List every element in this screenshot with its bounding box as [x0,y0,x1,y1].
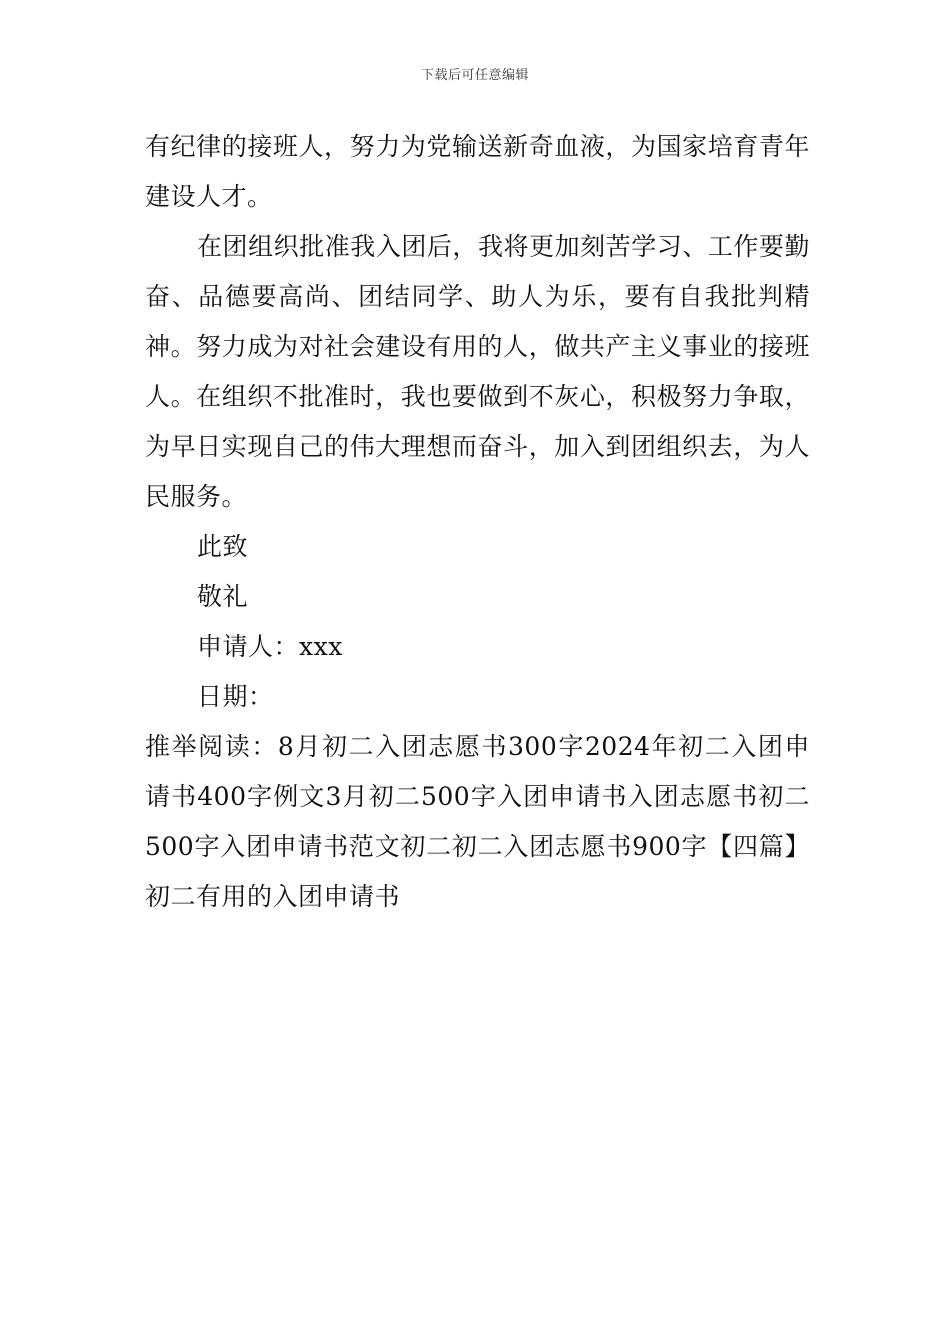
closing-salutation: 此致 [197,532,249,561]
paragraph-continuation: 有纪律的接班人，努力为党输送新奇血液，为国家培育青年建设人才。 [145,132,810,211]
closing-regards: 敬礼 [197,582,249,611]
page-header-note: 下载后可任意编辑 [420,68,529,83]
applicant-line: 申请人：xxx [197,632,343,661]
paragraph-commitment: 在团组织批准我入团后，我将更加刻苦学习、工作要勤奋、品德要高尚、团结同学、助人为乐，要有自我批判精神。努力成为对社会建设有用的人，做共产主义事业的接班人。在组织不批准时，我也要做到不灰心，积极努力争取，为早日实现自己的伟大理想而奋斗，加入到团组织去，为人民服务。 [145,232,810,511]
document-body [145,122,810,922]
date-line: 日期： [197,682,274,711]
recommended-reading: 推举阅读：8月初二入团志愿书300字2024年初二入团申请书400字例文3月初二500字入团申请书入团志愿书初二500字入团申请书范文初二初二入团志愿书900字【四篇】初二有用的入团申请书 [145,732,810,911]
